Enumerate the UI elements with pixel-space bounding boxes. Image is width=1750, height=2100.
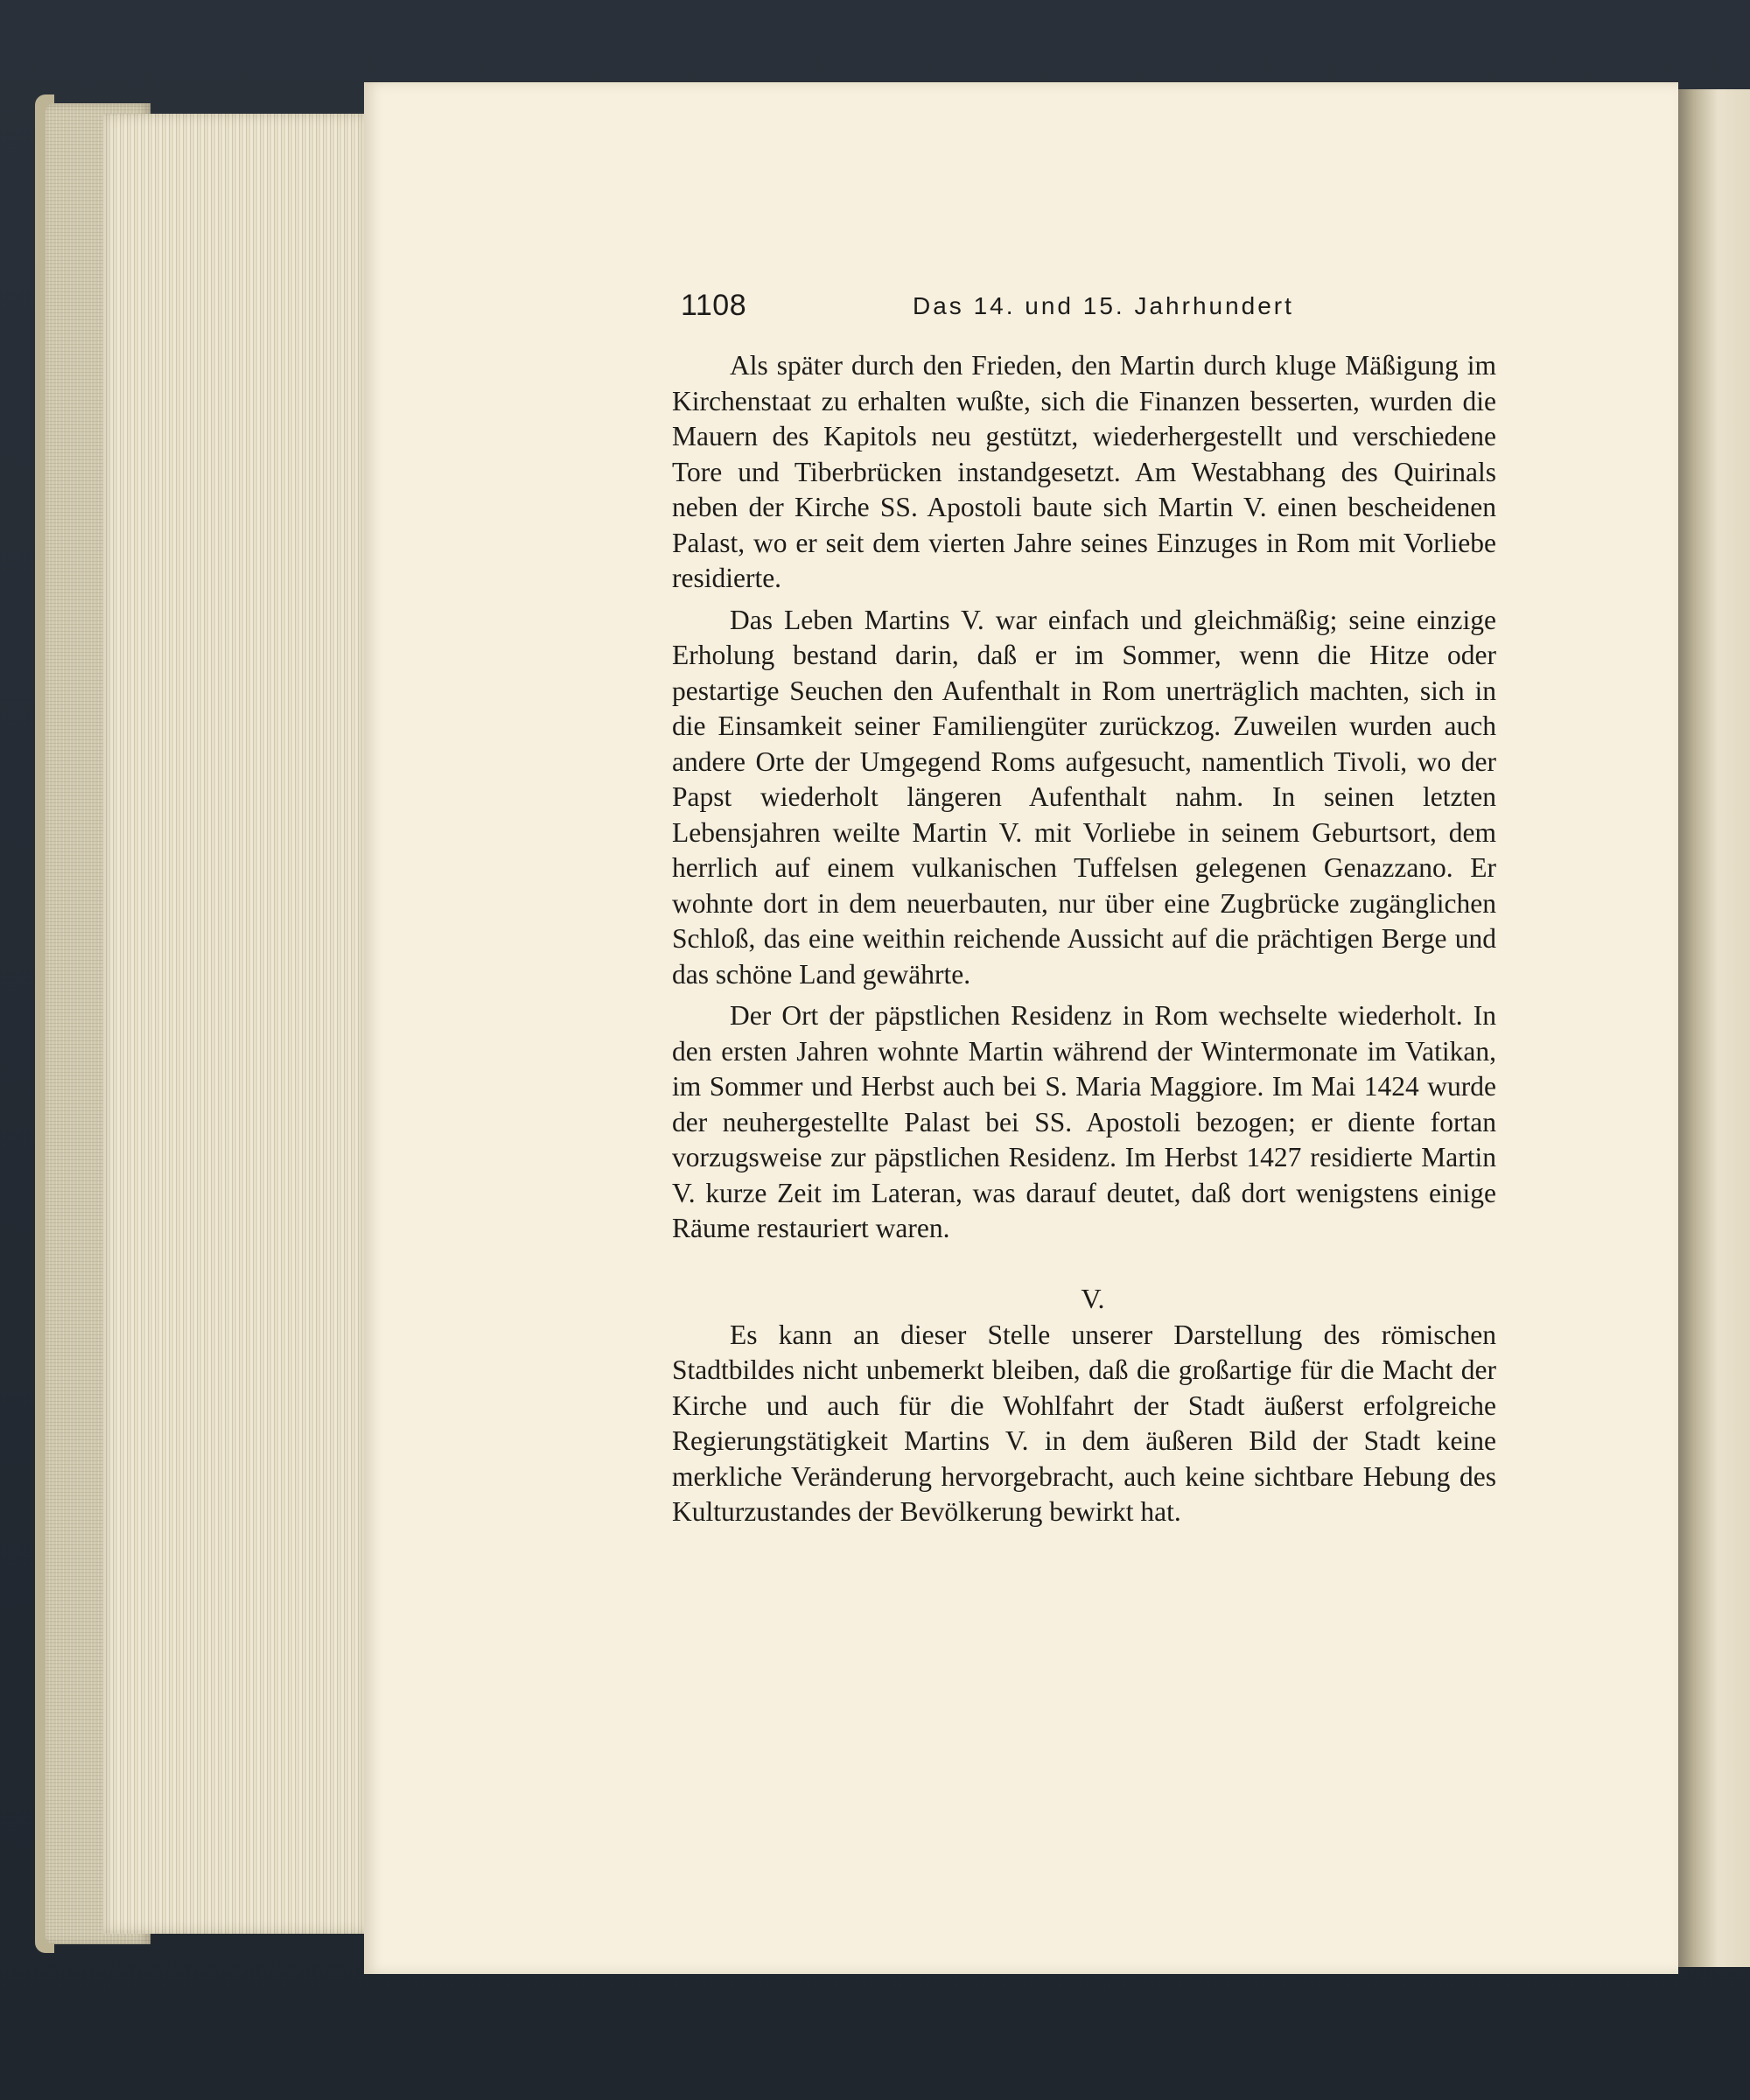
facing-page-edge <box>1670 89 1750 1967</box>
running-title: Das 14. und 15. Jahrhundert <box>913 292 1294 319</box>
paragraph-2: Das Leben Martins V. war einfach und gleichmäßig; seine einzige Erholung bestand darin, daß er im Sommer, wenn die Hitze oder pestartige Seuchen den Aufenthalt in Rom unerträglich machten, sich in die Einsamkeit seiner Familiengüter zurückzog. Zuweilen wurden auch andere Orte der Umgegend Roms aufgesucht, namentlich Tivoli, wo der Papst wiederholt längeren Aufenthalt nahm. In seinen letzten Lebensjahren weilte Martin V. mit Vorliebe in seinem Geburtsort, dem herrlich auf einem vulkanischen Tuffelsen gelegenen Genazzano. Er wohnte dort in dem neuerbauten, nur über eine Zugbrücke zugänglichen Schloß, das eine weithin reichende Aussicht auf die prächtigen Berge und das schöne Land gewährte. <box>672 604 1496 990</box>
page-number: 1108 <box>681 289 747 322</box>
page-header <box>681 289 1294 332</box>
page-edges-stack <box>103 114 368 1934</box>
section-heading: V. <box>1081 1282 1105 1314</box>
paragraph-1: Als später durch den Frieden, den Martin durch kluge Mäßigung im Kirchenstaat zu erhalten wußte, sich die Finanzen besserten, wurden die Mauern des Kapitols neu gestützt, wiederhergestellt und verschiedene Tore und Tiberbrücken instandgesetzt. Am Westabhang des Quirinals neben der Kirche SS. Apostoli baute sich Martin V. einen bescheidenen Palast, wo er seit dem vierten Jahre seines Einzuges in Rom mit Vorliebe residierte. <box>672 350 1496 593</box>
paragraph-3: Der Ort der päpstlichen Residenz in Rom wechselte wiederholt. In den ersten Jahren wohnte Martin während der Wintermonate im Vatikan, im Sommer und Herbst auch bei S. Maria Maggiore. Im Mai 1424 wurde der neuhergestellte Palast bei SS. Apostoli bezogen; er diente fortan vorzugsweise zur päpstlichen Residenz. Im Herbst 1427 residierte Martin V. kurze Zeit im Lateran, was darauf deutet, daß dort wenigstens einige Räume restauriert waren. <box>672 1000 1496 1243</box>
section-paragraph: Es kann an dieser Stelle unserer Darstellung des römischen Stadtbildes nicht unbemerkt bleiben, daß die großartige für die Macht der Kirche und auch für die Wohlfahrt der Stadt äußerst erfolgreiche Regierungstätigkeit Martins V. in dem äußeren Bild der Stadt keine merkliche Veränderung hervorgebracht, auch keine sichtbare Hebung des Kulturzustandes der Bevölkerung bewirkt hat. <box>672 1319 1496 1527</box>
body-text <box>672 348 1496 1530</box>
